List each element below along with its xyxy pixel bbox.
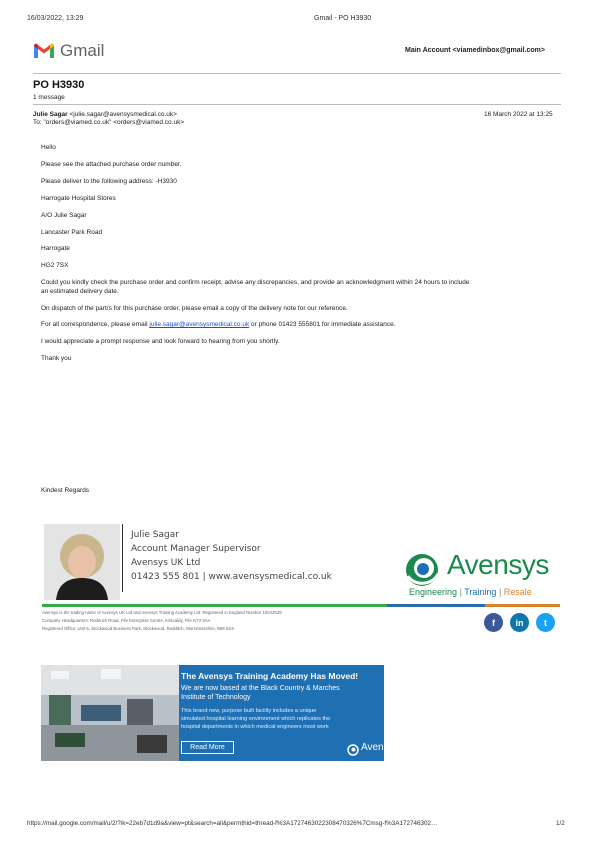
linkedin-icon[interactable]: in: [510, 613, 529, 632]
banner-description: This brand new, purpose built facility includes a unique simulated hospital learning environment which replicates the hospital departments in which medical engineers most work: [181, 708, 331, 730]
body-paragraph: I would appreciate a prompt response and look forward to hearing from you shortly.: [41, 338, 280, 345]
gmail-m-icon: [33, 42, 55, 59]
avatar: [44, 524, 120, 600]
twitter-icon[interactable]: t: [536, 613, 555, 632]
gmail-logo-text: Gmail: [60, 41, 105, 60]
body-line: HG2 7SX: [41, 262, 69, 269]
body-line: Harrogate: [41, 245, 70, 252]
tagline-engineering: Engineering: [409, 587, 458, 597]
message-count: 1 message: [33, 94, 65, 101]
body-paragraph: an estimated delivery date.: [41, 288, 119, 295]
tagline-resale: Resale: [503, 587, 532, 597]
banner-subheading: We are now based at the Black Country & Marches Institute of Technology: [181, 685, 340, 701]
avensys-wordmark: Avensys: [447, 549, 549, 580]
body-line: Please deliver to the following address: -H3930: [41, 178, 177, 185]
signature-company: Avensys UK Ltd: [131, 558, 201, 568]
thread-subject: PO H3930: [33, 79, 85, 91]
body-greeting: Hello: [41, 144, 56, 151]
legal-text: Avensys is the trading name of Avensys UK Ltd and Avensys Training Academy Ltd. Registered in England Number 10042539 Company Headquarters: Roderick Road, Fife Enterprise Centre, Kirkcaldy, Fife KY2 5AA Registered Office: Unit 5, Stockwood Business Park, Stockwood, Redditch, Worcestershire, B96 6SX: [42, 610, 282, 631]
signature-contact: 01423 555 801 | www.avensysmedical.co.uk: [131, 572, 332, 582]
banner-logo-icon: [347, 743, 359, 761]
brand-bar-orange: [485, 604, 560, 607]
subject-divider: [33, 104, 561, 105]
body-line: Please see the attached purchase order number.: [41, 161, 182, 168]
message-date: 16 March 2022 at 13:25: [484, 111, 553, 118]
signature-title: Account Manager Supervisor: [131, 544, 261, 554]
body-paragraph: Could you kindly check the purchase order and confirm receipt, advise any discrepancies, and provide an acknowledgment within 24 hours to include: [41, 279, 470, 286]
email-link[interactable]: julie.sagar@avensysmedical.co.uk: [149, 321, 250, 328]
avensys-tagline: Engineering | Training | Resale: [409, 587, 532, 597]
gmail-logo: [33, 42, 55, 64]
body-paragraph: Thank you: [41, 355, 72, 362]
signature-block: [131, 528, 332, 584]
message-to: To: "orders@viamed.co.uk" <orders@viamed.co.uk>: [33, 119, 185, 126]
print-datetime: 16/03/2022, 13:29: [27, 15, 84, 22]
header-divider: [33, 73, 561, 74]
page-number: 1/2: [556, 820, 565, 827]
training-room-photo-icon: [41, 665, 179, 761]
body-closing: Kindest Regards: [41, 487, 90, 494]
avensys-swirl-icon: [402, 552, 442, 588]
body-line: Harrogate Hospital Stores: [41, 195, 116, 202]
account-label: Main Account <viamedinbox@gmail.com>: [405, 47, 545, 54]
body-paragraph: For all correspondence, please email julie.sagar@avensysmedical.co.uk or phone 01423 555801 for immediate assistance.: [41, 321, 396, 328]
tagline-training: Training: [464, 587, 497, 597]
body-paragraph: On dispatch of the part/s for this purchase order, please email a copy of the delivery note for our reference.: [41, 305, 348, 312]
facebook-icon[interactable]: f: [484, 613, 503, 632]
print-page-title: Gmail - PO H3930: [314, 15, 372, 22]
body-line: A/O Julie Sagar: [41, 212, 87, 219]
body-line: Lancaster Park Road: [41, 229, 103, 236]
brand-bar-green: [42, 604, 387, 607]
read-more-button[interactable]: Read More: [181, 741, 234, 754]
person-photo-icon: [44, 524, 120, 600]
training-academy-banner[interactable]: [41, 665, 399, 761]
sender-name: Julie Sagar: [33, 111, 68, 118]
print-url: https://mail.google.com/mail/u/2/?ik=22eb7d1d9a&view=pt&search=all&permthid=thread-f%3A1727463022308470326%7Cmsg-f%3A172746302…: [27, 820, 438, 827]
banner-brand: Avensys: [361, 742, 399, 753]
signature-divider: [122, 524, 123, 592]
signature-name: Julie Sagar: [131, 530, 179, 540]
message-from: [33, 111, 177, 118]
sender-email: <julie.sagar@avensysmedical.co.uk>: [69, 111, 177, 118]
banner-heading: The Avensys Training Academy Has Moved!: [181, 671, 359, 681]
